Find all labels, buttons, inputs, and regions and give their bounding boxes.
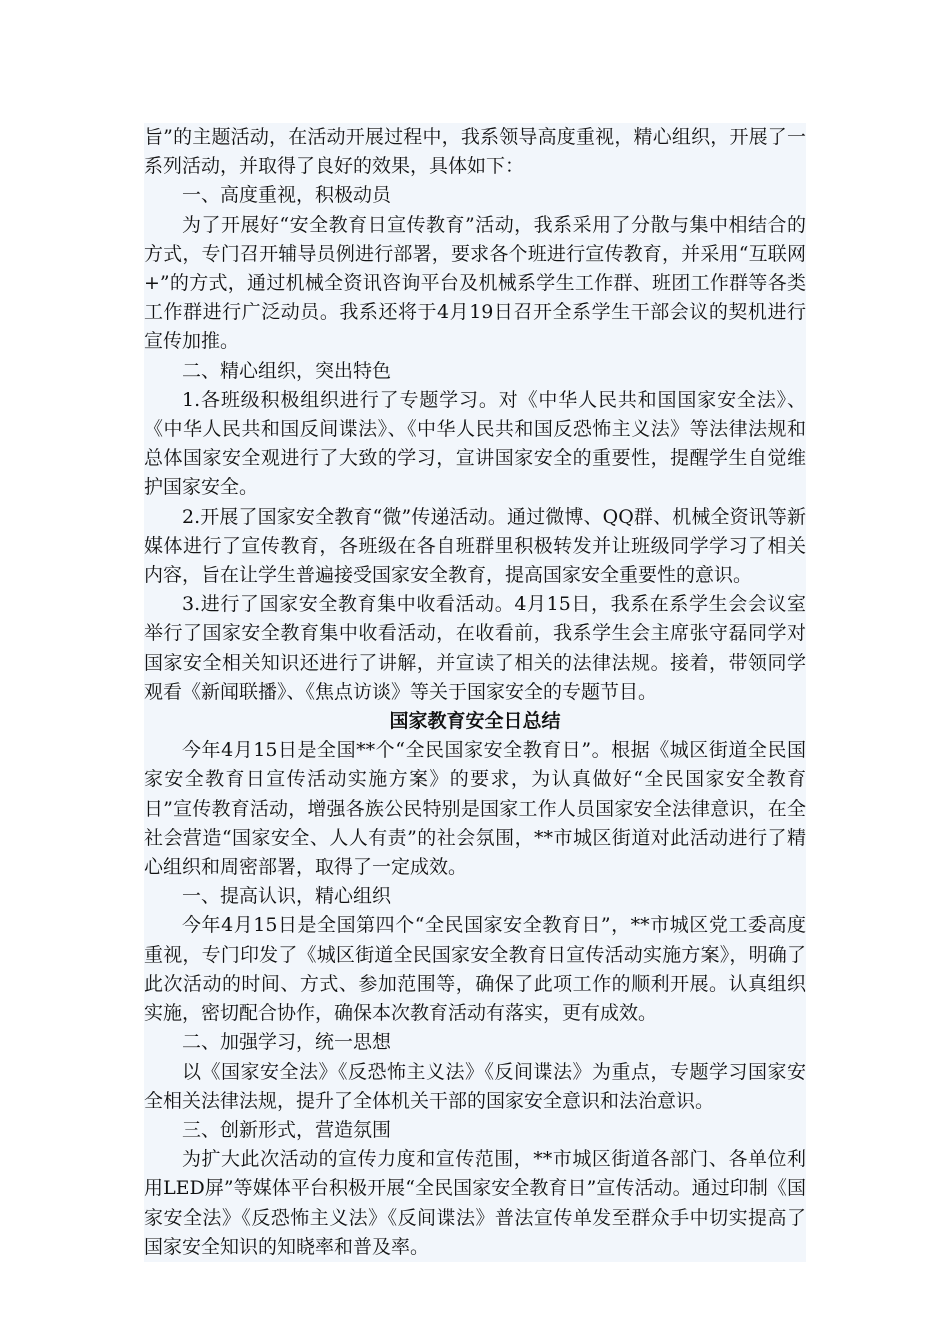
document-title: 国家教育安全日总结 [389, 710, 561, 733]
document-body [144, 123, 806, 1262]
paragraph: 旨”的主题活动，在活动开展过程中，我系领导高度重视，精心组织，开展了一系列活动，并取得了良好的效果，具体如下： [144, 126, 806, 178]
paragraph: 为扩大此次活动的宣传力度和宣传范围，**市城区街道各部门、各单位利用LED屏”等媒体平台积极开展“全民国家安全教育日”宣传活动。通过印制《国家安全法》《反恐怖主义法》《反间谍法》普法宣传单发至群众手中切实提高了国家安全知识的知晓率和普及率。 [144, 1148, 806, 1258]
section-heading: 二、精心组织，突出特色 [182, 359, 392, 382]
paragraph: 今年4月15日是全国第四个“全民国家安全教育日”，**市城区党工委高度重视，专门印发了《城区街道全民国家安全教育日宣传活动实施方案》，明确了此次活动的时间、方式、参加范围等，确保了此项工作的顺利开展。认真组织实施，密切配合协作，确保本次教育活动有落实，更有成效。 [144, 914, 806, 1025]
section-heading: 一、提高认识，精心组织 [182, 885, 392, 908]
section-heading: 一、高度重视，积极动员 [182, 184, 392, 207]
paragraph: 3.进行了国家安全教育集中收看活动。4月15日，我系在系学生会会议室举行了国家安全教育集中收看活动，在收看前，我系学生会主席张守磊同学对国家安全相关知识还进行了讲解，并宣读了相关的法律法规。接着，带领同学观看《新闻联播》、《焦点访谈》等关于国家安全的专题节目。 [144, 593, 806, 703]
paragraph: 以《国家安全法》《反恐怖主义法》《反间谍法》为重点，专题学习国家安全相关法律法规，提升了全体机关干部的国家安全意识和法治意识。 [144, 1060, 806, 1112]
section-heading: 三、创新形式，营造氛围 [182, 1118, 392, 1141]
paragraph: 1.各班级积极组织进行了专题学习。对《中华人民共和国国家安全法》、《中华人民共和国反间谍法》、《中华人民共和国反恐怖主义法》等法律法规和总体国家安全观进行了大致的学习，宣讲国家安全的重要性，提醒学生自觉维护国家安全。 [144, 388, 806, 499]
paragraph: 今年4月15日是全国**个“全民国家安全教育日”。根据《城区街道全民国家安全教育日宣传活动实施方案》的要求，为认真做好“全民国家安全教育日”宣传教育活动，增强各族公民特别是国家工作人员国家安全法律意识，在全社会营造“国家安全、人人有责”的社会氛围，**市城区街道对此活动进行了精心组织和周密部署，取得了一定成效。 [144, 739, 806, 879]
paragraph: 2.开展了国家安全教育“微”传递活动。通过微博、QQ群、机械全资讯等新媒体进行了宣传教育，各班级在各自班群里积极转发并让班级同学学习了相关内容，旨在让学生普遍接受国家安全教育，提高国家安全重要性的意识。 [144, 505, 806, 587]
paragraph: 为了开展好“安全教育日宣传教育”活动，我系采用了分散与集中相结合的方式，专门召开辅导员例进行部署，要求各个班进行宣传教育，并采用“互联网+”的方式，通过机械全资讯咨询平台及机械系学生工作群、班团工作群等各类工作群进行广泛动员。我系还将于4月19日召开全系学生干部会议的契机进行宣传加推。 [144, 213, 806, 353]
section-heading: 二、加强学习，统一思想 [182, 1031, 392, 1054]
